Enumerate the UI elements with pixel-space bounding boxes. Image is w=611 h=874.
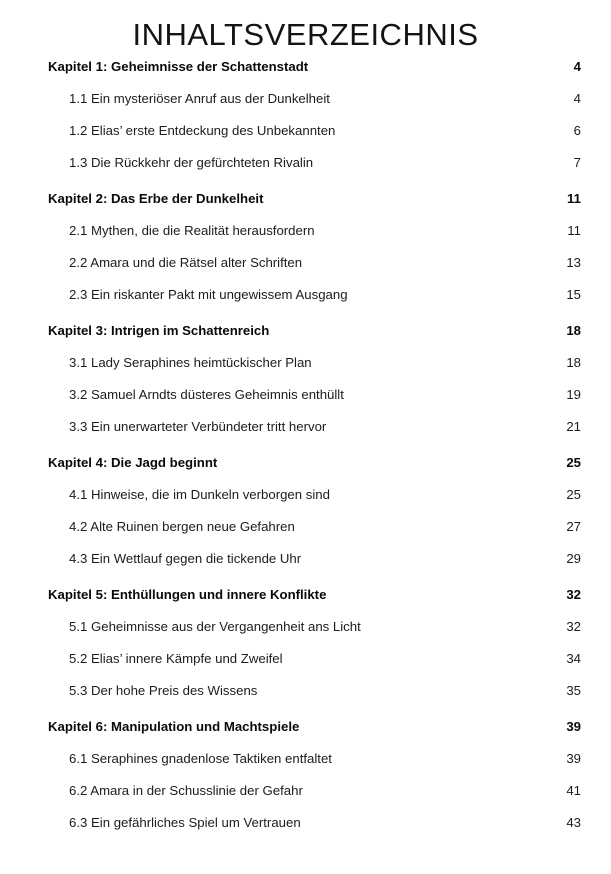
chapter-title: Kapitel 5: Enthüllungen und innere Konflikte xyxy=(48,587,327,602)
section-title: 3.1 Lady Seraphines heimtückischer Plan xyxy=(69,355,312,370)
chapter-page-number: 4 xyxy=(573,59,581,74)
section-page-number: 15 xyxy=(566,287,581,302)
section-title: 3.2 Samuel Arndts düsteres Geheimnis enthüllt xyxy=(69,387,344,402)
section-title: 5.2 Elias’ innere Kämpfe und Zweifel xyxy=(69,651,283,666)
chapter-page-number: 32 xyxy=(566,587,581,602)
section-title: 2.3 Ein riskanter Pakt mit ungewissem Ausgang xyxy=(69,287,348,302)
section-entry[interactable] xyxy=(48,215,581,247)
section-entry[interactable] xyxy=(48,147,581,179)
chapter-page-number: 39 xyxy=(566,719,581,734)
section-entry[interactable] xyxy=(48,411,581,443)
chapter-4 xyxy=(48,453,581,575)
section-page-number: 43 xyxy=(566,815,581,830)
chapter-entry[interactable] xyxy=(48,57,581,77)
chapter-entry[interactable] xyxy=(48,189,581,209)
section-title: 1.1 Ein mysteriöser Anruf aus der Dunkelheit xyxy=(69,91,330,106)
section-entry[interactable] xyxy=(48,743,581,775)
toc-title: INHALTSVERZEICHNIS xyxy=(132,17,479,52)
chapter-title: Kapitel 2: Das Erbe der Dunkelheit xyxy=(48,191,264,206)
chapter-1 xyxy=(48,57,581,179)
section-title: 4.1 Hinweise, die im Dunkeln verborgen sind xyxy=(69,487,330,502)
section-page-number: 18 xyxy=(566,355,581,370)
section-entry[interactable] xyxy=(48,611,581,643)
section-title: 6.2 Amara in der Schusslinie der Gefahr xyxy=(69,783,303,798)
section-entry[interactable] xyxy=(48,279,581,311)
chapter-5 xyxy=(48,585,581,707)
section-title: 5.1 Geheimnisse aus der Vergangenheit ans Licht xyxy=(69,619,361,634)
chapter-2 xyxy=(48,189,581,311)
section-entry[interactable] xyxy=(48,675,581,707)
section-page-number: 11 xyxy=(567,223,581,238)
chapter-3 xyxy=(48,321,581,443)
section-title: 1.3 Die Rückkehr der gefürchteten Rivalin xyxy=(69,155,314,170)
section-title: 4.2 Alte Ruinen bergen neue Gefahren xyxy=(69,519,295,534)
section-entry[interactable] xyxy=(48,83,581,115)
section-page-number: 35 xyxy=(566,683,581,698)
chapter-entry[interactable] xyxy=(48,321,581,341)
section-title: 6.1 Seraphines gnadenlose Taktiken entfaltet xyxy=(69,751,332,766)
chapter-entry[interactable] xyxy=(48,453,581,473)
section-entry[interactable] xyxy=(48,379,581,411)
section-page-number: 6 xyxy=(573,123,581,138)
chapter-6 xyxy=(48,717,581,839)
chapter-page-number: 11 xyxy=(567,191,581,206)
section-page-number: 4 xyxy=(573,91,581,106)
chapter-title: Kapitel 6: Manipulation und Machtspiele xyxy=(48,719,300,734)
section-entry[interactable] xyxy=(48,347,581,379)
section-page-number: 25 xyxy=(566,487,581,502)
section-page-number: 32 xyxy=(566,619,581,634)
section-entry[interactable] xyxy=(48,775,581,807)
section-page-number: 13 xyxy=(566,255,581,270)
chapter-entry[interactable] xyxy=(48,585,581,605)
chapter-page-number: 18 xyxy=(566,323,581,338)
chapter-title: Kapitel 1: Geheimnisse der Schattenstadt xyxy=(48,59,309,74)
section-page-number: 21 xyxy=(566,419,581,434)
section-title: 5.3 Der hohe Preis des Wissens xyxy=(69,683,258,698)
chapter-entry[interactable] xyxy=(48,717,581,737)
section-title: 1.2 Elias’ erste Entdeckung des Unbekannten xyxy=(69,123,336,138)
section-page-number: 27 xyxy=(566,519,581,534)
section-page-number: 41 xyxy=(566,783,581,798)
section-title: 4.3 Ein Wettlauf gegen die tickende Uhr xyxy=(69,551,302,566)
section-entry[interactable] xyxy=(48,807,581,839)
section-page-number: 29 xyxy=(566,551,581,566)
section-page-number: 39 xyxy=(566,751,581,766)
section-page-number: 7 xyxy=(573,155,581,170)
section-entry[interactable] xyxy=(48,479,581,511)
section-title: 2.1 Mythen, die die Realität herausfordern xyxy=(69,223,315,238)
chapter-page-number: 25 xyxy=(566,455,581,470)
section-entry[interactable] xyxy=(48,643,581,675)
section-page-number: 34 xyxy=(566,651,581,666)
section-entry[interactable] xyxy=(48,511,581,543)
section-title: 6.3 Ein gefährliches Spiel um Vertrauen xyxy=(69,815,301,830)
table-of-contents xyxy=(48,57,581,849)
section-entry[interactable] xyxy=(48,543,581,575)
section-entry[interactable] xyxy=(48,247,581,279)
section-page-number: 19 xyxy=(566,387,581,402)
chapter-title: Kapitel 3: Intrigen im Schattenreich xyxy=(48,323,270,338)
section-title: 3.3 Ein unerwarteter Verbündeter tritt hervor xyxy=(69,419,327,434)
section-entry[interactable] xyxy=(48,115,581,147)
section-title: 2.2 Amara und die Rätsel alter Schriften xyxy=(69,255,303,270)
chapter-title: Kapitel 4: Die Jagd beginnt xyxy=(48,455,218,470)
